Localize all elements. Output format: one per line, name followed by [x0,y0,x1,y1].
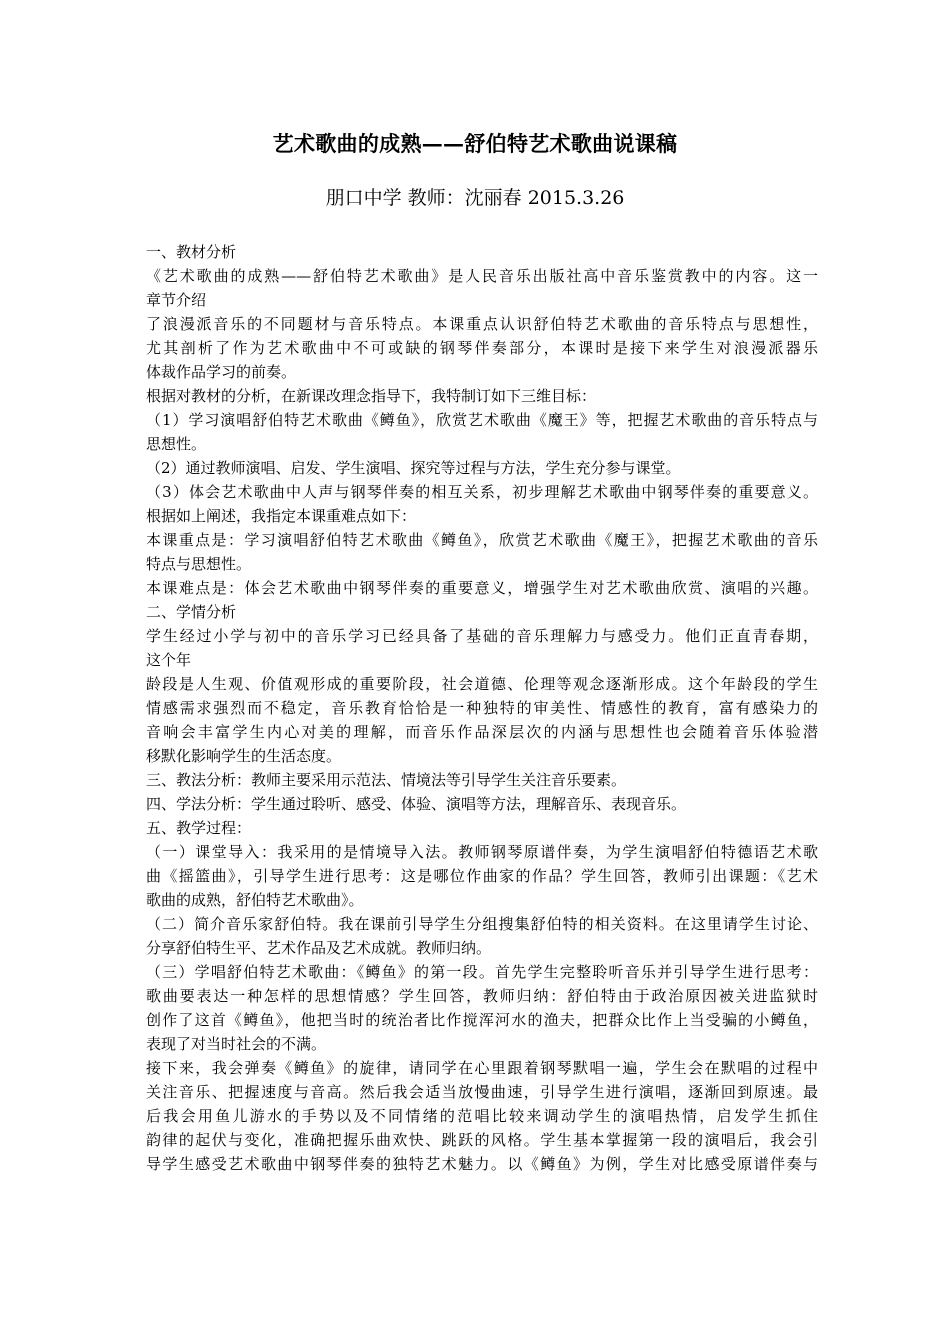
body-line: （二）简介音乐家舒伯特。我在课前引导学生分组搜集舒伯特的相关资料。在这里请学生讨论、 [146,915,818,933]
body-line: 接下来，我会弹奏《鳟鱼》的旋律，请同学在心里跟着钢琴默唱一遍，学生会在默唱的过程中 [146,1059,818,1077]
body-line: 导学生感受艺术歌曲中钢琴伴奏的独特艺术魅力。以《鳟鱼》为例，学生对比感受原谱伴奏与 [146,1155,818,1173]
body-line: 根据对教材的分析，在新课改理念指导下，我特制订如下三维目标： [146,387,597,405]
body-line: 分享舒伯特生平、艺术作品及艺术成就。教师归纳。 [146,939,492,957]
body-line: 根据如上阐述，我指定本课重难点如下： [146,507,417,525]
body-line: 曲《摇篮曲》，引导学生进行思考：这是哪位作曲家的作品？学生回答，教师引出课题：《艺术 [146,867,818,885]
body-line: 学生经过小学与初中的音乐学习已经具备了基础的音乐理解力与感受力。他们正直青春期， [146,627,818,645]
body-line: 一、教材分析 [146,243,237,261]
document-title: 艺术歌曲的成熟——舒伯特艺术歌曲说课稿 [272,131,678,156]
body-line: 创作了这首《鳟鱼》，他把当时的统治者比作搅浑河水的渔夫，把群众比作上当受骗的小鳟鱼， [146,1011,818,1029]
body-line: 关注音乐、把握速度与音高。然后我会适当放慢曲速，引导学生进行演唱，逐渐回到原速。最 [146,1083,818,1101]
body-line: （1）学习演唱舒伯特艺术歌曲《鳟鱼》，欣赏艺术歌曲《魔王》等，把握艺术歌曲的音乐特点与 [146,411,818,429]
body-line: 歌曲的成熟，舒伯特艺术歌曲》。 [146,891,364,909]
body-line: 移默化影响学生的生活态度。 [146,747,342,765]
body-line: 思想性。 [146,435,207,453]
body-line: 歌曲要表达一种怎样的思想情感？学生回答，教师归纳：舒伯特由于政治原因被关进监狱时 [146,987,818,1005]
body-line: 《艺术歌曲的成熟——舒伯特艺术歌曲》是人民音乐出版社高中音乐鉴赏教中的内容。这一 [146,267,818,285]
body-line: （2）通过教师演唱、启发、学生演唱、探究等过程与方法，学生充分参与课堂。 [146,459,681,477]
body-line: 体裁作品学习的前奏。 [146,363,297,381]
body-line: 特点与思想性。 [146,555,252,573]
body-line: 音响会丰富学生内心对美的理解，而音乐作品深层次的内涵与思想性也会随着音乐体验潜 [146,723,818,741]
body-line: 了浪漫派音乐的不同题材与音乐特点。本课重点认识舒伯特艺术歌曲的音乐特点与思想性， [146,315,818,333]
body-line: 章节介绍 [146,291,207,309]
body-line: 四、学法分析：学生通过聆听、感受、体验、演唱等方法，理解音乐、表现音乐。 [146,795,687,813]
body-line: （3）体会艺术歌曲中人声与钢琴伴奏的相互关系，初步理解艺术歌曲中钢琴伴奏的重要意义。 [146,483,818,501]
body-line: 这个年 [146,651,192,669]
body-line: （三）学唱舒伯特艺术歌曲：《鳟鱼》的第一段。首先学生完整聆听音乐并引导学生进行思考： [146,963,818,981]
body-line: 三、教法分析：教师主要采用示范法、情境法等引导学生关注音乐要素。 [146,771,627,789]
body-line: 情感需求强烈而不稳定，音乐教育恰恰是一种独特的审美性、情感性的教育，富有感染力的 [146,699,818,717]
body-line: 韵律的起伏与变化，准确把握乐曲欢快、跳跃的风格。学生基本掌握第一段的演唱后，我会引 [146,1131,818,1149]
body-line: 后我会用鱼儿游水的手势以及不同情绪的范唱比较来调动学生的演唱热情，启发学生抓住 [146,1107,818,1125]
body-line: 表现了对当时社会的不满。 [146,1035,327,1053]
body-line: 五、教学过程： [146,819,252,837]
body-line: 二、学情分析 [146,603,237,621]
document-body [146,240,818,1176]
body-line: （一）课堂导入：我采用的是情境导入法。教师钢琴原谱伴奏，为学生演唱舒伯特德语艺术歌 [146,843,818,861]
body-line: 龄段是人生观、价值观形成的重要阶段，社会道德、伦理等观念逐渐形成。这个年龄段的学生 [146,675,818,693]
body-line: 本课重点是：学习演唱舒伯特艺术歌曲《鳟鱼》，欣赏艺术歌曲《魔王》，把握艺术歌曲的音乐 [146,531,818,549]
document-subtitle: 朋口中学 教师：沈丽春 2015.3.26 [325,187,625,209]
body-line: 本课难点是：体会艺术歌曲中钢琴伴奏的重要意义，增强学生对艺术歌曲欣赏、演唱的兴趣。 [146,579,818,597]
body-line: 尤其剖析了作为艺术歌曲中不可或缺的钢琴伴奏部分，本课时是接下来学生对浪漫派器乐 [146,339,818,357]
